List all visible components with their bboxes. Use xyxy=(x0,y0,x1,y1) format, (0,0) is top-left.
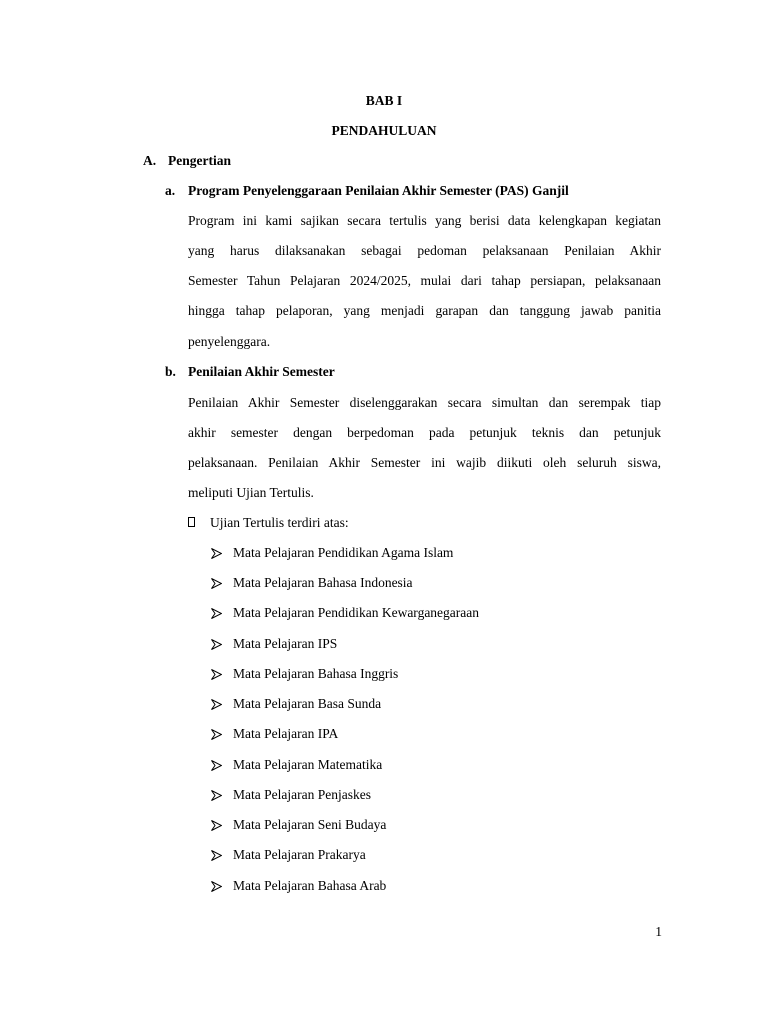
paragraph-line: penyelenggara. xyxy=(188,334,271,349)
arrow-bullet-icon xyxy=(211,729,222,740)
paragraph-line: Penilaian Akhir Semester diselenggarakan secara simultan dan serempak tiap xyxy=(188,395,661,410)
list-item-label: Mata Pelajaran Matematika xyxy=(233,757,383,772)
paragraph-line: Semester Tahun Pelajaran 2024/2025, mulai dari tahap persiapan, pelaksanaan xyxy=(188,273,661,288)
chapter-number: BAB I xyxy=(365,93,403,108)
chapter-title: PENDAHULUAN xyxy=(331,123,437,138)
paragraph-line: yang harus dilaksanakan sebagai pedoman pelaksanaan Penilaian Akhir xyxy=(188,243,661,258)
paragraph-line: Program ini kami sajikan secara tertulis yang berisi data kelengkapan kegiatan xyxy=(188,213,661,228)
paragraph-line: akhir semester dengan berpedoman pada petunjuk teknis dan petunjuk xyxy=(188,425,661,440)
list-item-label: Mata Pelajaran Prakarya xyxy=(233,847,366,862)
sub-b-marker: b. xyxy=(165,364,176,379)
sub-b-title: Penilaian Akhir Semester xyxy=(188,364,335,379)
list-item-label: Mata Pelajaran IPA xyxy=(233,726,339,741)
arrow-bullet-icon xyxy=(211,790,222,801)
arrow-bullet-icon xyxy=(211,820,222,831)
arrow-bullet-icon xyxy=(211,639,222,650)
sub-a-title: Program Penyelenggaraan Penilaian Akhir Semester (PAS) Ganjil xyxy=(188,183,569,198)
paragraph-line: hingga tahap pelaporan, yang menjadi garapan dan tanggung jawab panitia xyxy=(188,303,661,318)
list-item-label: Mata Pelajaran Basa Sunda xyxy=(233,696,382,711)
paragraph-line: pelaksanaan. Penilaian Akhir Semester ini wajib diikuti oleh seluruh siswa, xyxy=(188,455,661,470)
section-a-marker: A. xyxy=(143,153,157,168)
exam-list-intro: Ujian Tertulis terdiri atas: xyxy=(210,515,349,530)
arrow-bullet-icon xyxy=(211,578,222,589)
arrow-bullet-icon xyxy=(211,608,222,619)
paragraph-line: meliputi Ujian Tertulis. xyxy=(188,485,314,500)
arrow-bullet-icon xyxy=(211,850,222,861)
list-item-label: Mata Pelajaran Penjaskes xyxy=(233,787,371,802)
section-a-title: Pengertian xyxy=(168,153,231,168)
arrow-bullet-icon xyxy=(211,669,222,680)
arrow-bullet-icon xyxy=(211,760,222,771)
list-item-label: Mata Pelajaran IPS xyxy=(233,636,338,651)
list-item-label: Mata Pelajaran Seni Budaya xyxy=(233,817,387,832)
list-item-label: Mata Pelajaran Bahasa Indonesia xyxy=(233,575,413,590)
arrow-bullet-icon xyxy=(211,548,222,559)
page-number: 1 xyxy=(655,924,662,939)
arrow-bullet-icon xyxy=(211,699,222,710)
sub-a-marker: a. xyxy=(165,183,176,198)
arrow-bullet-icon xyxy=(211,881,222,892)
list-item-label: Mata Pelajaran Bahasa Arab xyxy=(233,878,387,893)
list-item-label: Mata Pelajaran Pendidikan Kewarganegaraan xyxy=(233,605,480,620)
list-item-label: Mata Pelajaran Bahasa Inggris xyxy=(233,666,399,681)
square-bullet-icon xyxy=(188,514,195,532)
list-item-label: Mata Pelajaran Pendidikan Agama Islam xyxy=(233,545,454,560)
